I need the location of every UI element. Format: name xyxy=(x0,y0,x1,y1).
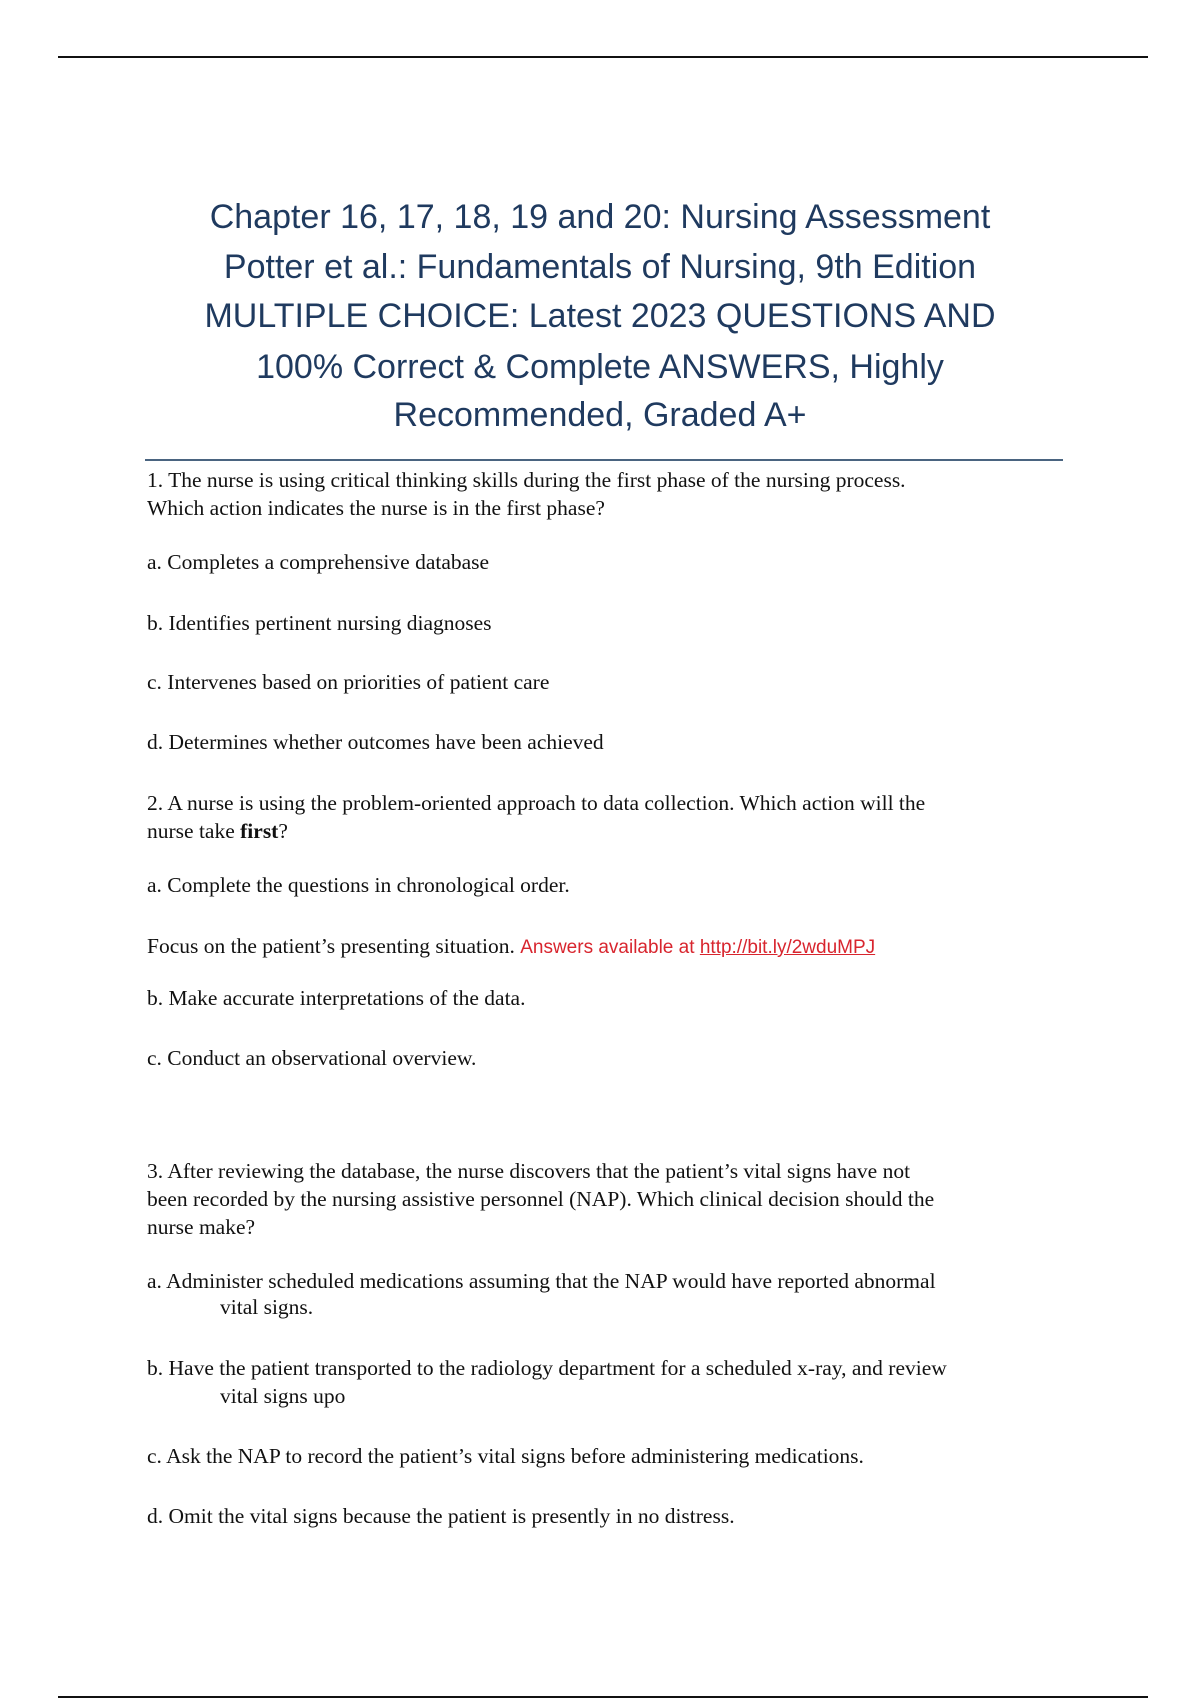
answer-option: c. Intervenes based on priorities of patient care xyxy=(147,670,550,694)
question-stem: 2. A nurse is using the problem-oriented approach to data collection. Which action will the xyxy=(147,791,926,815)
question-stem: 3. After reviewing the database, the nurse discovers that the patient’s vital signs have not xyxy=(147,1159,911,1183)
top-rule xyxy=(58,56,1148,58)
title-line: MULTIPLE CHOICE: Latest 2023 QUESTIONS AND xyxy=(204,297,996,335)
question-stem: 1. The nurse is using critical thinking skills during the first phase of the nursing process. xyxy=(147,468,906,492)
rationale-line xyxy=(147,933,875,961)
answer-option: c. Conduct an observational overview. xyxy=(147,1046,477,1070)
title-divider xyxy=(145,459,1063,461)
title-line: Recommended, Graded A+ xyxy=(393,396,807,434)
question-stem: nurse make? xyxy=(147,1215,256,1239)
stem-bold: first xyxy=(240,819,279,843)
answer-option: a. Administer scheduled medications assuming that the NAP would have reported abnormal xyxy=(147,1269,936,1293)
answer-option: d. Determines whether outcomes have been achieved xyxy=(147,730,604,754)
answer-option: a. Complete the questions in chronological order. xyxy=(147,873,570,897)
bottom-rule xyxy=(58,1696,1148,1698)
answer-option: d. Omit the vital signs because the patient is presently in no distress. xyxy=(147,1504,735,1528)
rationale-text: Focus on the patient’s presenting situation. xyxy=(147,934,515,958)
answer-option: b. Identifies pertinent nursing diagnoses xyxy=(147,611,492,635)
title-line: Potter et al.: Fundamentals of Nursing, 9th Edition xyxy=(223,248,977,286)
answer-option: c. Ask the NAP to record the patient’s vital signs before administering medications. xyxy=(147,1444,864,1468)
title-line: Chapter 16, 17, 18, 19 and 20: Nursing Assessment xyxy=(209,198,991,236)
title-line: 100% Correct & Complete ANSWERS, Highly xyxy=(256,348,944,386)
promo-link[interactable]: http://bit.ly/2wduMPJ xyxy=(699,937,876,958)
promo-text: Answers available at xyxy=(520,937,695,958)
answer-option: b. Have the patient transported to the radiology department for a scheduled x-ray, and review xyxy=(147,1356,947,1380)
question-stem: Which action indicates the nurse is in the first phase? xyxy=(147,496,605,520)
answer-option: b. Make accurate interpretations of the data. xyxy=(147,986,526,1010)
stem-text: ? xyxy=(278,819,288,843)
answer-option-cont: vital signs. xyxy=(220,1295,314,1319)
answer-option-cont: vital signs upo xyxy=(220,1384,346,1408)
answer-option: a. Completes a comprehensive database xyxy=(147,550,490,574)
question-stem: been recorded by the nursing assistive personnel (NAP). Which clinical decision should the xyxy=(147,1187,935,1211)
stem-text: nurse take xyxy=(147,819,241,843)
question-stem xyxy=(147,818,288,844)
